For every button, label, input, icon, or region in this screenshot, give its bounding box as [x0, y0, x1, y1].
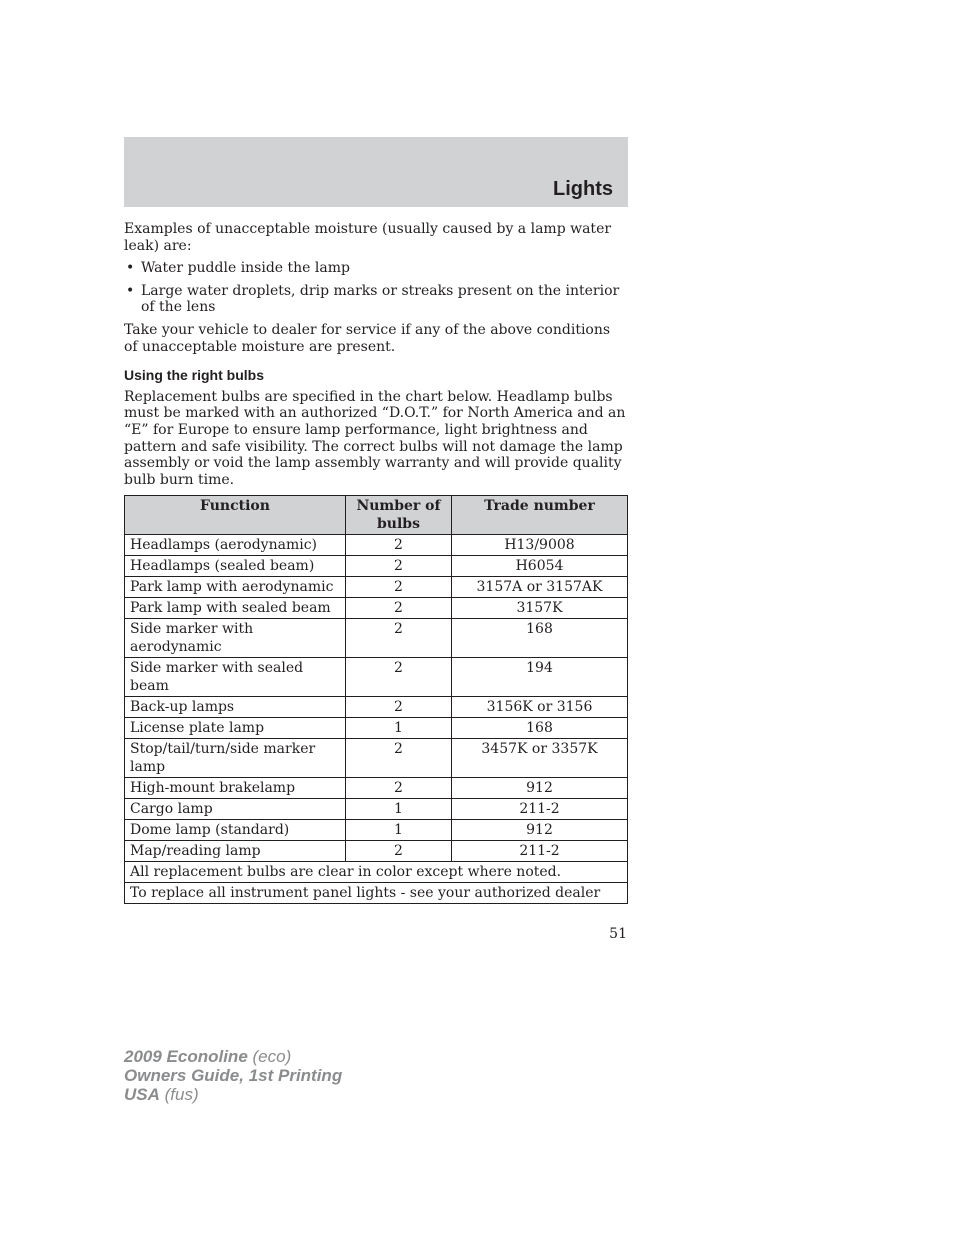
footer-model: 2009 Econoline — [124, 1047, 248, 1066]
cell-number: 2 — [346, 535, 452, 556]
section-body: Replacement bulbs are specified in the chart below. Headlamp bulbs must be marked with an authorized “D.O.T.” for North America and an “E” for Europe to ensure lamp performance, light brightness and pattern and safe visibility. The correct bulbs will not damage the lamp assembly or void the lamp assembly warranty and will provide quality bulb burn time. — [124, 388, 626, 488]
footer-market: USA — [124, 1085, 160, 1104]
cell-trade: 912 — [452, 820, 628, 841]
bullet-icon: • — [126, 282, 135, 299]
cell-number: 2 — [346, 619, 452, 658]
cell-function: Map/reading lamp — [125, 841, 346, 862]
table-note: To replace all instrument panel lights - see your authorized dealer — [125, 883, 628, 904]
cell-function: Park lamp with sealed beam — [125, 598, 346, 619]
cell-number: 1 — [346, 799, 452, 820]
footer-guide: Owners Guide, 1st Printing — [124, 1066, 343, 1085]
column-header-number: Number of bulbs — [346, 496, 452, 535]
table-row — [125, 535, 628, 556]
cell-trade: 3457K or 3357K — [452, 739, 628, 778]
table-row — [125, 739, 628, 778]
cell-function: Side marker with sealed beam — [125, 658, 346, 697]
cell-function: Dome lamp (standard) — [125, 820, 346, 841]
table-row — [125, 697, 628, 718]
cell-function: Back-up lamps — [125, 697, 346, 718]
table-row — [125, 619, 628, 658]
cell-number: 2 — [346, 778, 452, 799]
list-item-text: Large water droplets, drip marks or streaks present on the interior of the lens — [141, 282, 620, 316]
cell-trade: 194 — [452, 658, 628, 697]
table-row — [125, 658, 628, 697]
table-row — [125, 556, 628, 577]
footer-line-guide — [124, 1066, 342, 1085]
bulb-table — [124, 495, 628, 904]
cell-function: High-mount brakelamp — [125, 778, 346, 799]
section-header-band — [124, 137, 628, 207]
intro-paragraph: Examples of unacceptable moisture (usually caused by a lamp water leak) are: — [124, 221, 612, 254]
cell-number: 2 — [346, 556, 452, 577]
cell-function: Headlamps (sealed beam) — [125, 556, 346, 577]
cell-function: Cargo lamp — [125, 799, 346, 820]
moisture-list — [124, 260, 628, 316]
table-row — [125, 598, 628, 619]
list-item — [124, 260, 628, 277]
footer-line-model — [124, 1047, 342, 1066]
cell-trade: 3157A or 3157AK — [452, 577, 628, 598]
cell-function: Park lamp with aerodynamic — [125, 577, 346, 598]
table-note: All replacement bulbs are clear in color except where noted. — [125, 862, 628, 883]
cell-function: Stop/tail/turn/side marker lamp — [125, 739, 346, 778]
list-item — [124, 283, 628, 316]
footer-line-market — [124, 1085, 342, 1104]
section-title: Lights — [553, 178, 613, 200]
table-row — [125, 718, 628, 739]
cell-number: 2 — [346, 697, 452, 718]
section-heading: Using the right bulbs — [124, 367, 264, 384]
cell-function: Side marker with aerodynamic — [125, 619, 346, 658]
column-header-function: Function — [125, 496, 346, 535]
table-row — [125, 577, 628, 598]
cell-trade: 211-2 — [452, 799, 628, 820]
cell-trade: H6054 — [452, 556, 628, 577]
cell-number: 1 — [346, 820, 452, 841]
cell-number: 1 — [346, 718, 452, 739]
cell-number: 2 — [346, 658, 452, 697]
cell-trade: 168 — [452, 718, 628, 739]
cell-function: License plate lamp — [125, 718, 346, 739]
cell-function: Headlamps (aerodynamic) — [125, 535, 346, 556]
service-note: Take your vehicle to dealer for service if any of the above conditions of unacceptable moisture are present. — [124, 321, 611, 355]
cell-trade: 168 — [452, 619, 628, 658]
table-row — [125, 799, 628, 820]
footer-model-code: (eco) — [252, 1047, 292, 1066]
cell-number: 2 — [346, 841, 452, 862]
table-note-row — [125, 862, 628, 883]
column-header-trade: Trade number — [452, 496, 628, 535]
main-content — [124, 221, 628, 904]
table-note-row — [125, 883, 628, 904]
cell-number: 2 — [346, 598, 452, 619]
table-row — [125, 778, 628, 799]
list-item-text: Water puddle inside the lamp — [141, 260, 350, 277]
cell-trade: 912 — [452, 778, 628, 799]
page-number: 51 — [609, 926, 627, 942]
document-footer — [124, 1047, 342, 1104]
cell-trade: H13/9008 — [452, 535, 628, 556]
table-row — [125, 841, 628, 862]
cell-number: 2 — [346, 739, 452, 778]
table-header-row — [125, 496, 628, 535]
cell-number: 2 — [346, 577, 452, 598]
cell-trade: 3157K — [452, 598, 628, 619]
bullet-icon: • — [126, 260, 135, 277]
cell-trade: 3156K or 3156 — [452, 697, 628, 718]
cell-trade: 211-2 — [452, 841, 628, 862]
table-row — [125, 820, 628, 841]
footer-market-code: (fus) — [164, 1085, 199, 1104]
